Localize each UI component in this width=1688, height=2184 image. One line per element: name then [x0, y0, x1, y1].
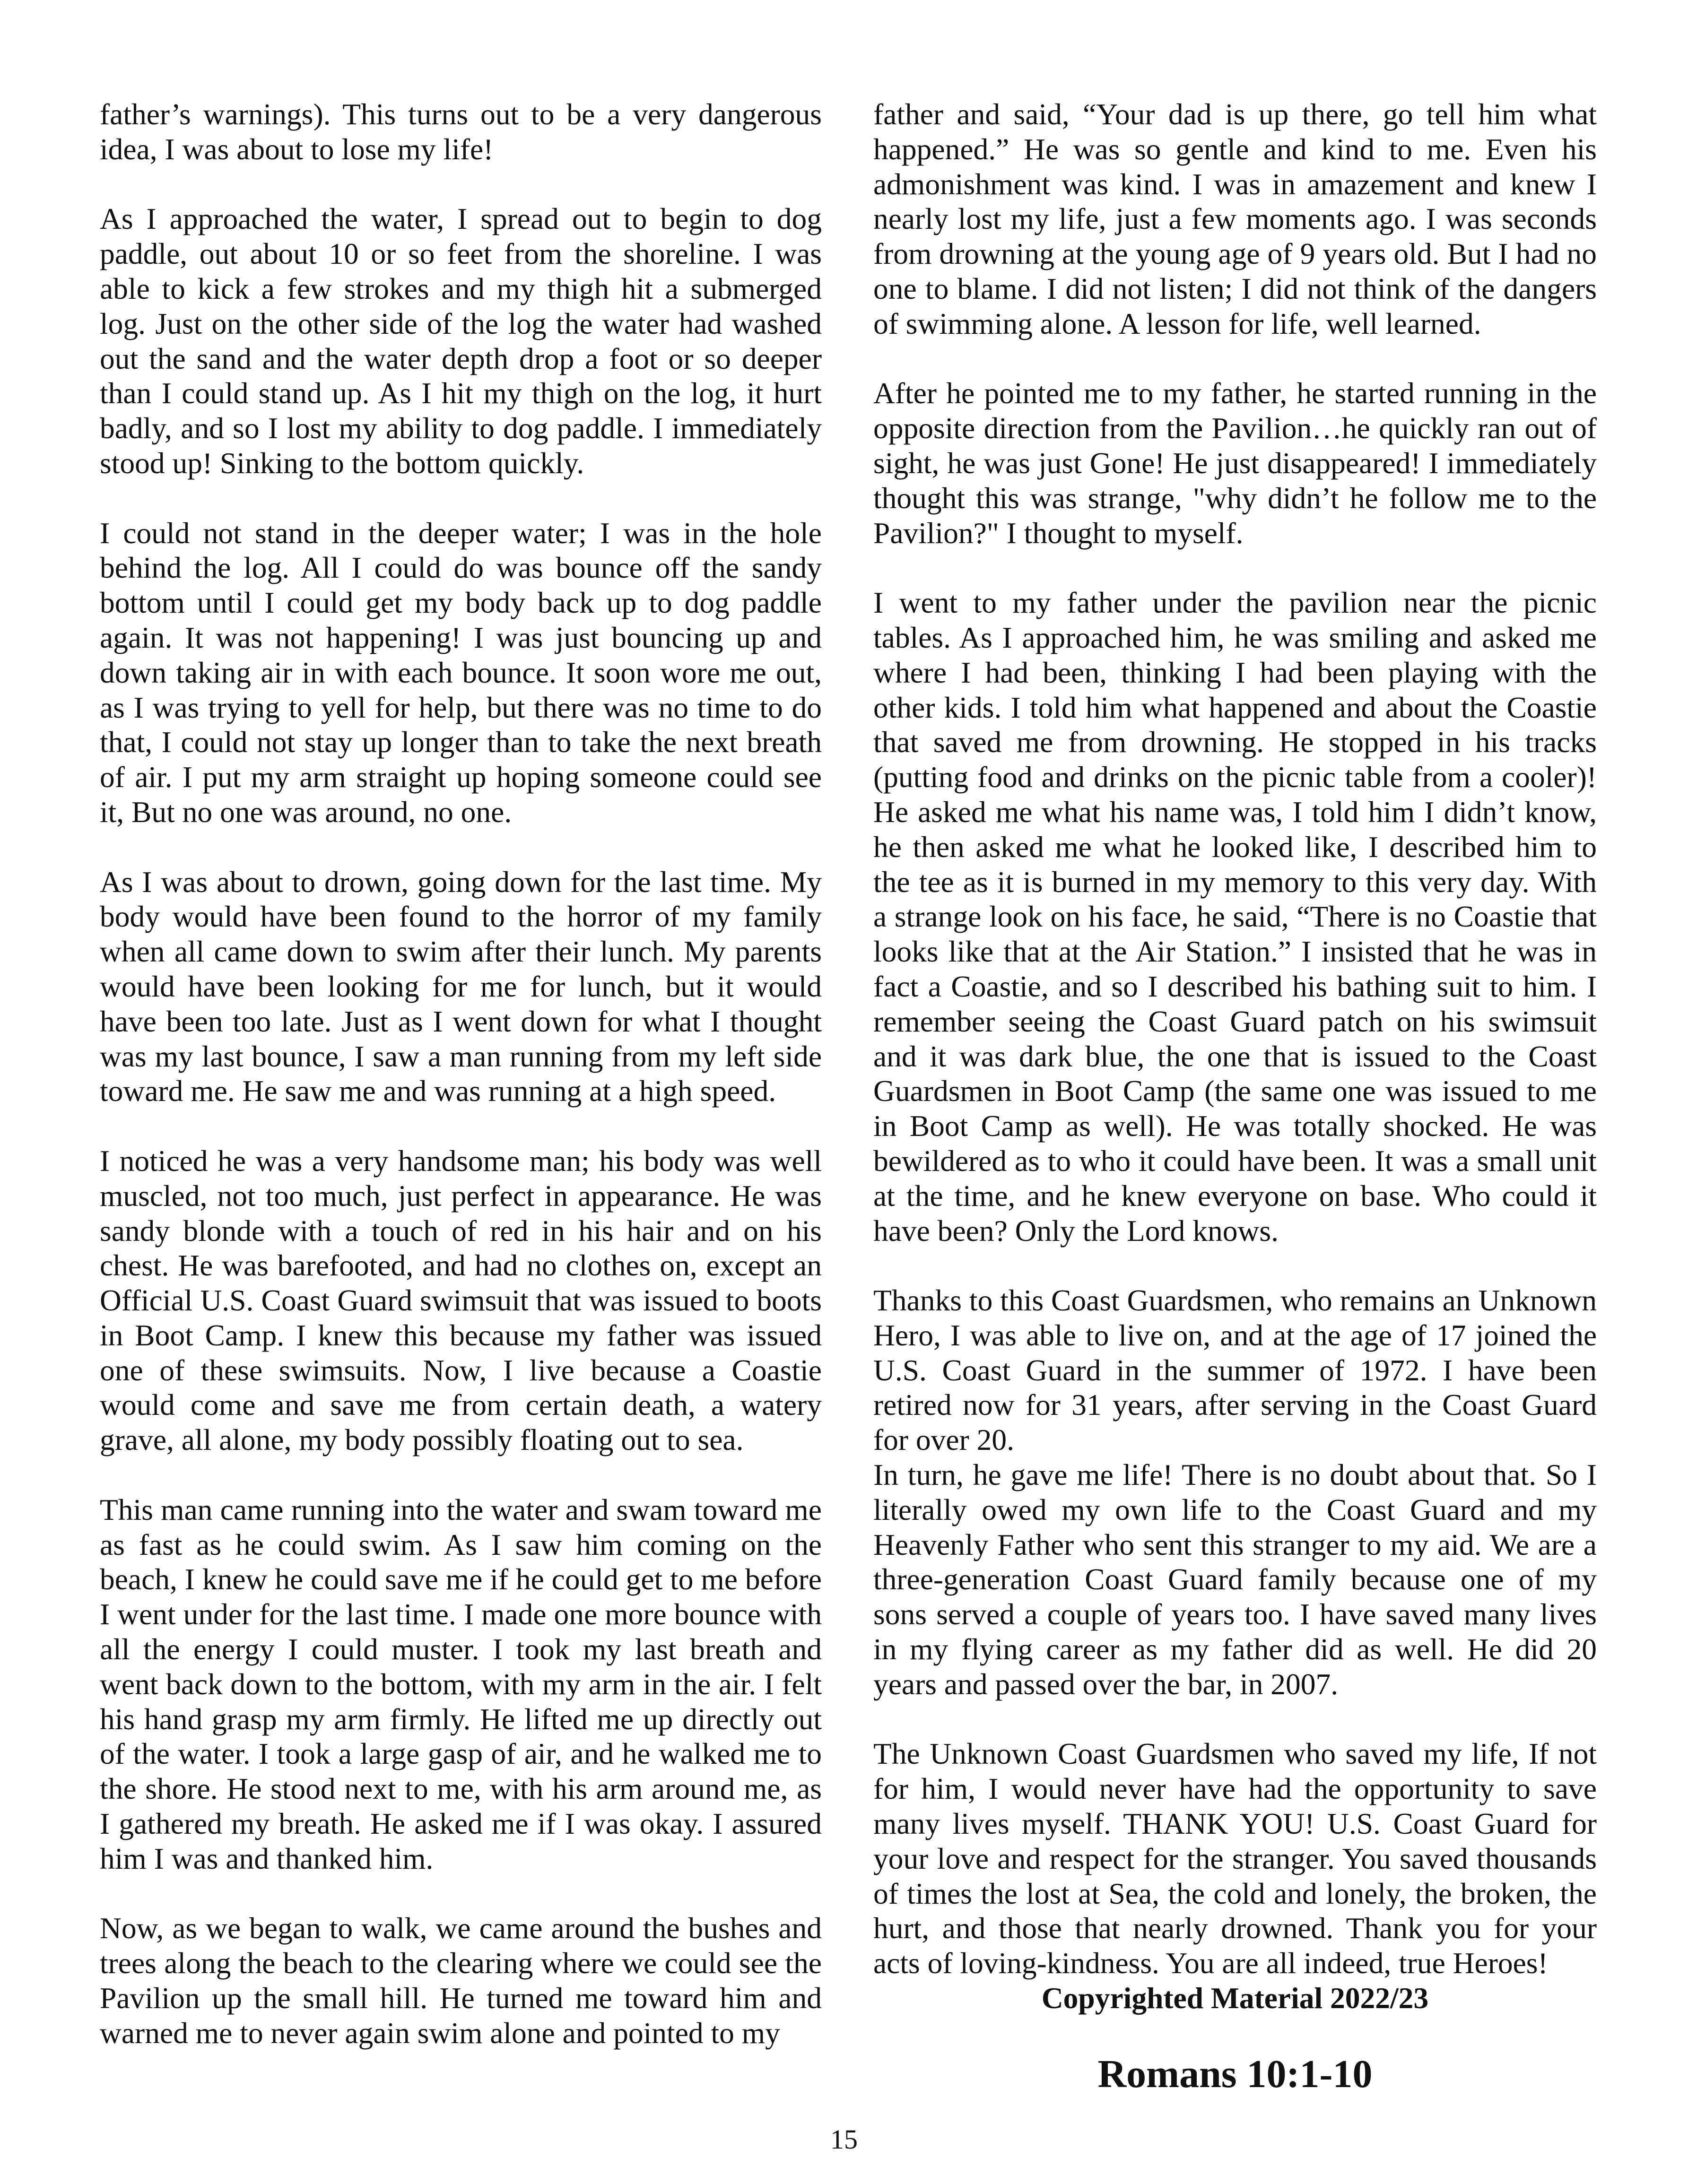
paragraph: I noticed he was a very handsome man; his body was well muscled, not too much, just perfect in appearance. He was sandy blonde with a touch of red in his hair and on his chest. He was barefooted, and had no clothes on, except an Official U.S. Coast Guard swimsuit that was issued to boots in Boot Camp. I knew this because my father was issued one of these swimsuits. Now, I live because a Coastie would come and save me from certain death, a watery grave, all alone, my body possibly floating out to sea.: [100, 1144, 822, 1457]
right-column: [873, 97, 1597, 2132]
paragraph: As I approached the water, I spread out to begin to dog paddle, out about 10 or so feet from the shoreline. I was able to kick a few strokes and my thigh hit a submerged log. Just on the other side of the log the water had washed out the sand and the water depth drop a foot or so deeper than I could stand up. As I hit my thigh on the log, it hurt badly, and so I lost my ability to dog paddle. I immediately stood up! Sinking to the bottom quickly.: [100, 202, 822, 480]
paragraph: As I was about to drown, going down for the last time. My body would have been found to the horror of my family when all came down to swim after their lunch. My parents would have been looking for me for lunch, but it would have been too late. Just as I went down for what I thought was my last bounce, I saw a man running from my left side toward me. He saw me and was running at a high speed.: [100, 865, 822, 1108]
left-column: [100, 97, 822, 2051]
paragraph: The Unknown Coast Guardsmen who saved my life, If not for him, I would never have had the opportunity to save many lives myself. THANK YOU! U.S. Coast Guard for your love and respect for the stranger. You saved thousands of times the lost at Sea, the cold and lonely, the broken, the hurt, and those that nearly drowned. Thank you for your acts of loving-kindness. You are all indeed, true Heroes!: [873, 1737, 1597, 1980]
paragraph: In turn, he gave me life! There is no doubt about that. So I literally owed my own life to the Coast Guard and my Heavenly Father who sent this stranger to my aid. We are a three-generation Coast Guard family because one of my sons served a couple of years too. I have saved many lives in my flying career as my father did as well. He did 20 years and passed over the bar, in 2007.: [873, 1458, 1597, 1701]
paragraph: This man came running into the water and swam toward me as fast as he could swim. As I saw him coming on the beach, I knew he could save me if he could get to me before I went under for the last time. I made one more bounce with all the energy I could muster. I took my last breath and went back down to the bottom, with my arm in the air. I felt his hand grasp my arm firmly. He lifted me up directly out of the water. I took a large gasp of air, and he walked me to the shore. He stood next to me, with his arm around me, as I gathered my breath. He asked me if I was okay. I assured him I was and thanked him.: [100, 1492, 822, 1875]
paragraph: Thanks to this Coast Guardsmen, who remains an Unknown Hero, I was able to live on, and at the age of 17 joined the U.S. Coast Guard in the summer of 1972. I have been retired now for 31 years, after serving in the Coast Guard for over 20.: [873, 1283, 1597, 1457]
paragraph: I could not stand in the deeper water; I was in the hole behind the log. All I could do was bounce off the sandy bottom until I could get my body back up to dog paddle again. It was not happening! I was just bouncing up and down taking air in with each bounce. It soon wore me out, as I was trying to yell for help, but there was no time to do that, I could not stay up longer than to take the next breath of air. I put my arm straight up hoping someone could see it, But no one was around, no one.: [100, 516, 822, 829]
paragraph: After he pointed me to my father, he started running in the opposite direction from the Pavilion…he quickly ran out of sight, he was just Gone! He just disappeared! I immediately thought this was strange, "why didn’t he follow me to the Pavilion?" I thought to myself.: [873, 376, 1597, 550]
page-number: 15: [830, 2124, 858, 2155]
paragraph: father and said, “Your dad is up there, go tell him what happened.” He was so gentle and kind to me. Even his admonishment was kind. I was in amazement and knew I nearly lost my life, just a few moments ago. I was seconds from drowning at the young age of 9 years old. But I had no one to blame. I did not listen; I did not think of the dangers of swimming alone. A lesson for life, well learned.: [873, 97, 1597, 340]
scripture-reference: Romans 10:1-10: [1097, 2052, 1373, 2096]
paragraph: I went to my father under the pavilion near the picnic tables. As I approached him, he was smiling and asked me where I had been, thinking I had been playing with the other kids. I told him what happened and about the Coastie that saved me from drowning. He stopped in his tracks (putting food and drinks on the picnic table from a cooler)! He asked me what his name was, I told him I didn’t know, he then asked me what he looked like, I described him to the tee as it is burned in my memory to this very day. With a strange look on his face, he said, “There is no Coastie that looks like that at the Air Station.” I insisted that he was in fact a Coastie, and so I described his bathing suit to him. I remember seeing the Coast Guard patch on his swimsuit and it was dark blue, the one that is issued to the Coast Guardsmen in Boot Camp (the same one was issued to me in Boot Camp as well). He was totally shocked. He was bewildered as to who it could have been. It was a small unit at the time, and he knew everyone on base. Who could it have been? Only the Lord knows.: [873, 586, 1597, 1248]
paragraph: Now, as we began to walk, we came around the bushes and trees along the beach to the clearing where we could see the Pavilion up the small hill. He turned me toward him and warned me to never again swim alone and pointed to my: [100, 1911, 822, 2050]
paragraph: father’s warnings). This turns out to be a very dangerous idea, I was about to lose my life!: [100, 97, 822, 166]
copyright-notice: Copyrighted Material 2022/23: [1041, 1981, 1429, 2015]
